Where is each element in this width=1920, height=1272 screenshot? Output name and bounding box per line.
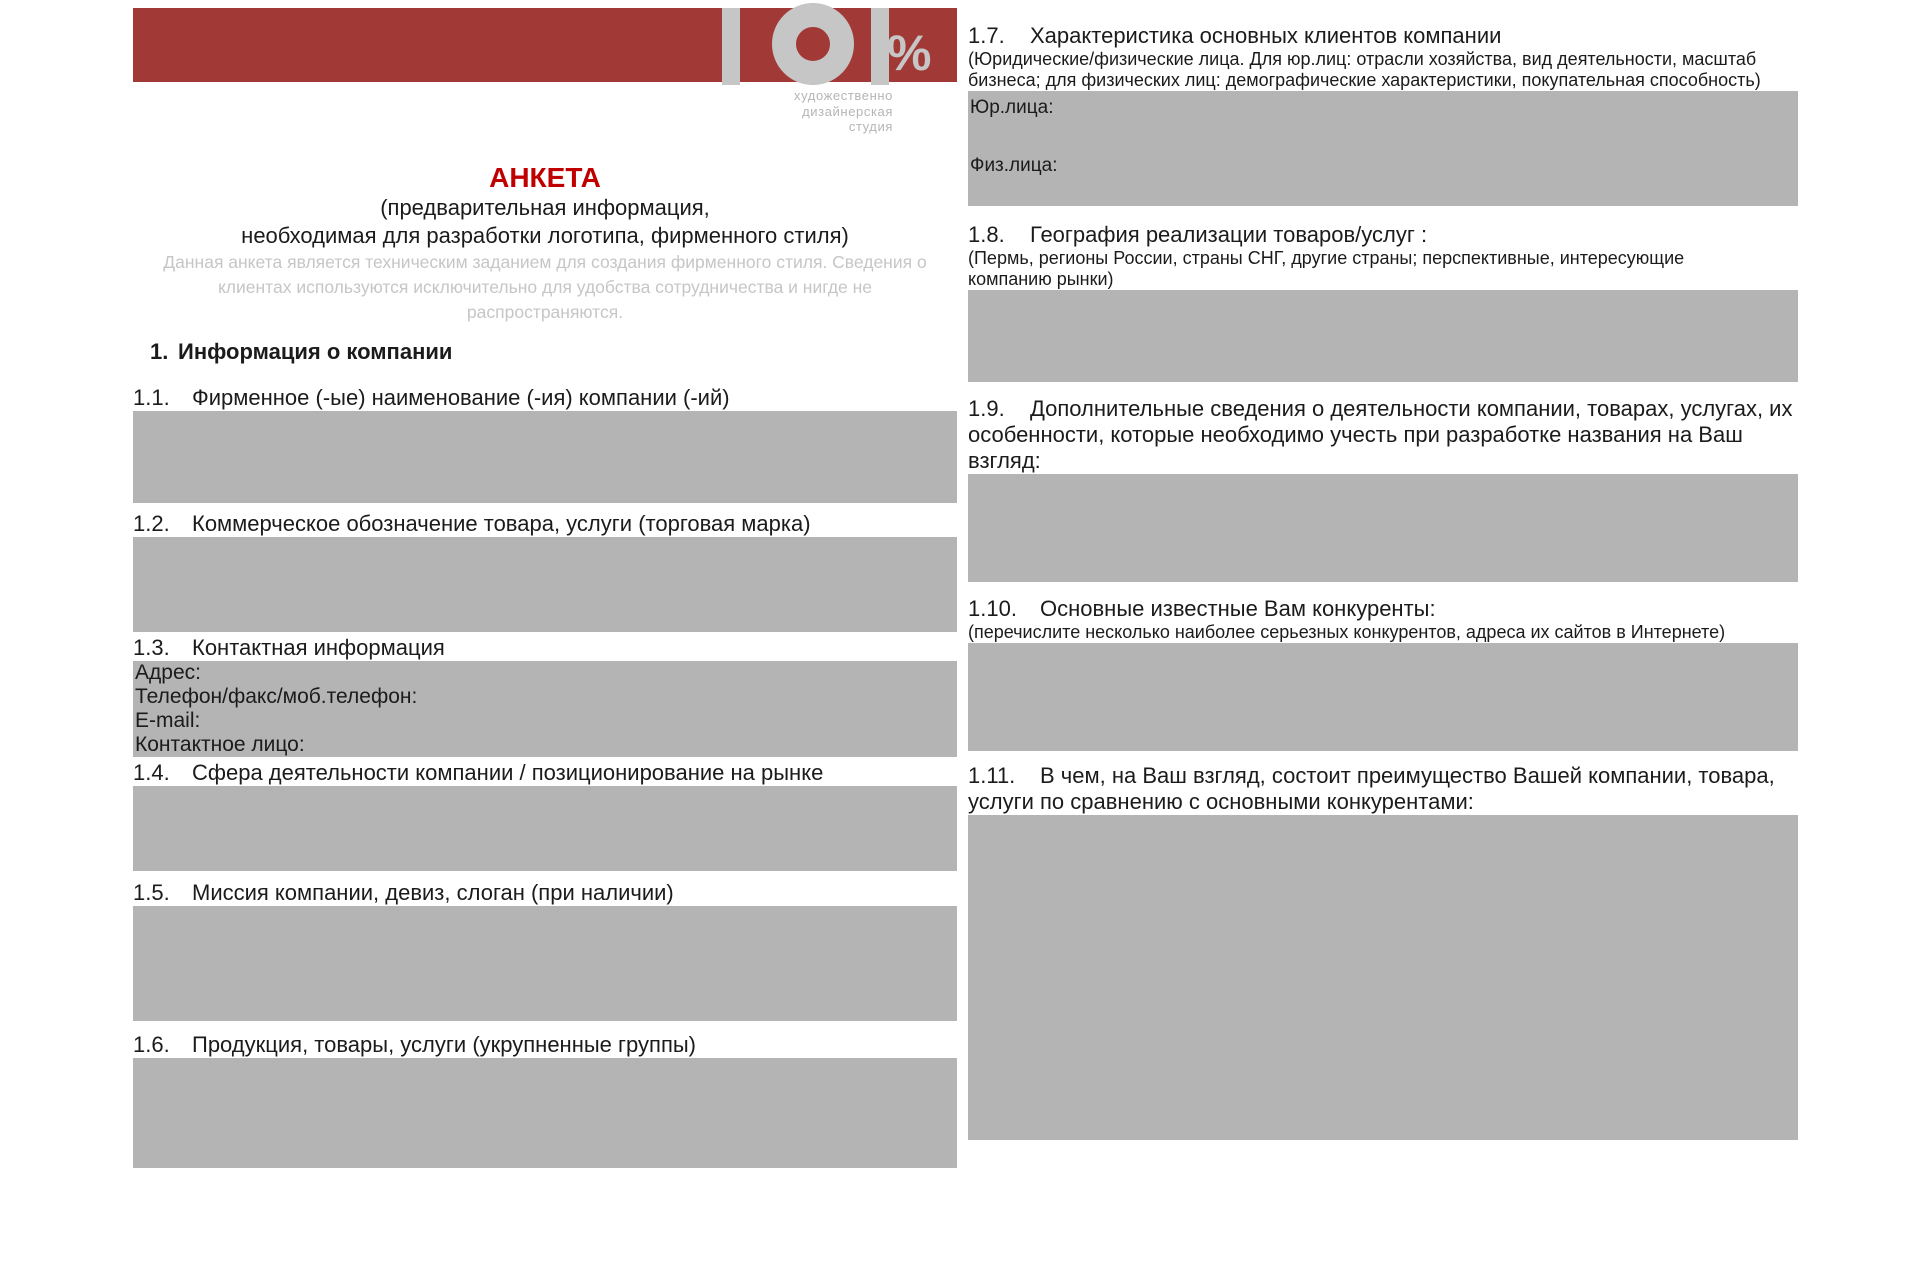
answer-box-1-3[interactable] bbox=[133, 661, 957, 757]
item-1-4 bbox=[133, 760, 957, 871]
item-note-line: (Юридические/физические лица. Для юр.лиц: отрасли хозяйства, вид деятельности, масштаб bbox=[968, 49, 1757, 69]
item-label-1-9-line: взгляд: bbox=[968, 448, 1041, 473]
item-note-line: компанию рынки) bbox=[968, 269, 1114, 289]
field-label-legal-entities: Юр.лица: bbox=[970, 97, 1054, 118]
item-label-1-8: 1.8. География реализации товаров/услуг : bbox=[968, 222, 1428, 247]
form-title: АНКЕТА bbox=[489, 161, 601, 193]
right-column bbox=[968, 0, 1798, 1140]
item-label-1-1: 1.1. Фирменное (-ые) наименование (-ия) компании (-ий) bbox=[133, 384, 730, 410]
answer-box-1-2[interactable] bbox=[133, 537, 957, 632]
item-note-line: (перечислите несколько наиболее серьезных конкурентов, адреса их сайтов в Интернете) bbox=[968, 622, 1726, 642]
item-number: 1.3. bbox=[133, 634, 170, 660]
item-number: 1.5. bbox=[133, 879, 170, 905]
item-number: 1.6. bbox=[133, 1031, 170, 1057]
answer-box-1-4[interactable] bbox=[133, 786, 957, 871]
item-note-line: бизнеса; для физических лиц: демографические характеристики, покупательная способность) bbox=[968, 70, 1761, 90]
item-note-line: (Пермь, регионы России, страны СНГ, другие страны; перспективные, интересующие bbox=[968, 248, 1685, 268]
item-1-3 bbox=[133, 635, 957, 757]
item-label-1-10: 1.10. Основные известные Вам конкуренты: bbox=[968, 596, 1436, 621]
answer-box-1-11[interactable] bbox=[968, 815, 1798, 1140]
field-label-individuals: Физ.лица: bbox=[970, 155, 1058, 176]
item-1-6 bbox=[133, 1032, 957, 1168]
item-number: 1.9. bbox=[968, 396, 1005, 421]
item-label-1-11: 1.11. В чем, на Ваш взгляд, состоит преимущество Вашей компании, товара, bbox=[968, 763, 1775, 788]
logo-digit-zero-icon bbox=[772, 3, 854, 85]
studio-tagline bbox=[133, 88, 957, 135]
answer-box-1-8[interactable] bbox=[968, 290, 1798, 382]
logo-digit-one-icon bbox=[722, 8, 740, 85]
item-number: 1.10. bbox=[968, 596, 1017, 621]
item-1-11 bbox=[968, 763, 1798, 1140]
form-subtitle-line: необходимая для разработки логотипа, фирменного стиля) bbox=[241, 222, 849, 248]
contact-field-person: Контактное лицо: bbox=[135, 732, 305, 756]
section-1-heading bbox=[133, 337, 957, 367]
item-1-9 bbox=[968, 396, 1798, 582]
item-number: 1.8. bbox=[968, 222, 1005, 247]
item-label-1-9-line: особенности, которые необходимо учесть при разработке названия на Ваш bbox=[968, 422, 1743, 447]
item-number: 1.4. bbox=[133, 759, 170, 785]
item-1-10 bbox=[968, 596, 1798, 751]
item-number: 1.2. bbox=[133, 510, 170, 536]
contact-field-phone: Телефон/факс/моб.телефон: bbox=[135, 684, 418, 708]
item-number: 1.11. bbox=[968, 763, 1016, 788]
answer-box-1-5[interactable] bbox=[133, 906, 957, 1021]
item-1-8 bbox=[968, 222, 1798, 382]
disclaimer-line: распространяются. bbox=[466, 301, 624, 322]
tagline-line: студия bbox=[848, 119, 893, 134]
disclaimer-line: клиентах используются исключительно для удобства сотрудничества и нигде не bbox=[217, 276, 873, 297]
item-1-1 bbox=[133, 385, 957, 503]
item-1-2 bbox=[133, 511, 957, 632]
item-number: 1.7. bbox=[968, 23, 1005, 48]
section-number: 1. bbox=[150, 338, 169, 364]
item-label-1-7: 1.7. Характеристика основных клиентов компании bbox=[968, 23, 1502, 48]
tagline-line: дизайнерская bbox=[802, 103, 893, 119]
item-label-1-9: 1.9. Дополнительные сведения о деятельности компании, товарах, услугах, их bbox=[968, 396, 1793, 421]
item-1-7 bbox=[968, 23, 1798, 206]
item-1-5 bbox=[133, 880, 957, 1021]
tagline-line: художественно bbox=[794, 88, 893, 103]
answer-box-1-1[interactable] bbox=[133, 411, 957, 503]
left-column bbox=[133, 0, 957, 1168]
item-label-1-5: 1.5. Миссия компании, девиз, слоган (при наличии) bbox=[133, 879, 674, 905]
answer-box-1-6[interactable] bbox=[133, 1058, 957, 1168]
answer-box-1-10[interactable] bbox=[968, 643, 1798, 751]
answer-box-1-7[interactable] bbox=[968, 91, 1798, 206]
item-label-1-11-line: услуги по сравнению с основными конкурентами: bbox=[968, 789, 1474, 814]
item-number: 1.1. bbox=[133, 384, 170, 410]
form-subtitle-line: (предварительная информация, bbox=[380, 194, 710, 220]
logo-percent-icon: % bbox=[887, 25, 932, 81]
disclaimer-line: Данная анкета является техническим заданием для создания фирменного стиля. Сведения о bbox=[163, 251, 927, 272]
brand-banner bbox=[133, 8, 957, 82]
item-label-1-6: 1.6. Продукция, товары, услуги (укрупненные группы) bbox=[133, 1031, 696, 1057]
contact-field-address: Адрес: bbox=[135, 660, 201, 684]
section-title: Информация о компании bbox=[178, 338, 453, 364]
contact-field-email: E-mail: bbox=[135, 708, 201, 732]
item-label-1-2: 1.2. Коммерческое обозначение товара, услуги (торговая марка) bbox=[133, 510, 811, 536]
item-label-1-3: 1.3. Контактная информация bbox=[133, 634, 445, 660]
item-label-1-4: 1.4. Сфера деятельности компании / позиционирование на рынке bbox=[133, 759, 824, 785]
answer-box-1-9[interactable] bbox=[968, 474, 1798, 582]
